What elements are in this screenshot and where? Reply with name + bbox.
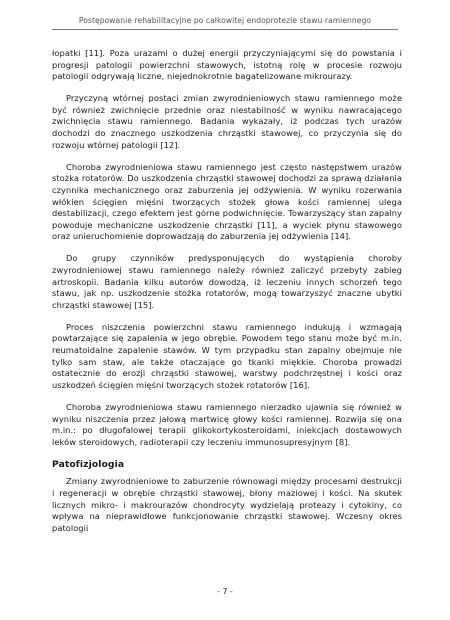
body-paragraph-6: Choroba zwyrodnieniowa stawu ramiennego nierzadko ujawnia się również w wyniku niszczenia przez jałową martwicę głowy kości ramiennej. Rozwija się ona m.in.: po długofalowej terapii glikokortykosteroidami, iniekcjach dostawowych leków steroidowych, radioterapii czy leczeniu immunosupresyjnym [8].	[52, 401, 402, 447]
page-number: - 7 -	[217, 587, 233, 596]
running-header	[0, 0, 450, 32]
running-header-title: Postępowanie rehabilitacyjne po całkowitej endoprotezie stawu ramiennego	[78, 16, 372, 25]
body-paragraph-3: Choroba zwyrodnieniowa stawu ramiennego jest często następstwem urazów stożka rotatorów. Do uszkodzenia chrząstki stawowej dochodzi za sprawą działania czynnika mechanicznego oraz zaburzenia jej odżywienia. W wyniku rozerwania włókien ścięgien mięśni tworzących stożek głowa kości ramiennej ulega destabilizacji, czego efektem jest górne podwichnięcie. Towarzyszący stan zapalny powoduje mechaniczne uszkodzenie chrząstki [11], a wyciek płynu stawowego oraz unieruchomienie doprowadzają do zaburzenia jej odżywienia [14].	[52, 161, 402, 242]
body-paragraph-2: Przyczyną wtórnej postaci zmian zwyrodnieniowych stawu ramiennego może być również zwichnięcie przednie oraz niestabilność w wyniku nawracającego zwichnięcia stawu ramiennego. Badania wykazały, iż podczas tych urazów dochodzi do znacznego uszkodzenia chrząstki stawowej, co przyczynia się do rozwoju wtórnej patologii [12].	[52, 93, 402, 150]
page-body	[52, 48, 402, 545]
section-heading: Patofizjologia	[52, 459, 125, 471]
body-paragraph-1: łopatki [11]. Poza urazami o dużej energii przyczyniającymi się do powstania i progresji patologii powierzchni stawowych, istotną rolę w procesie rozwoju patologii odgrywają liczne, niejednokrotnie bagatelizowane mikrourazy.	[52, 48, 402, 82]
header-divider	[52, 29, 398, 30]
section-paragraph: Zmiany zwyrodnieniowe to zaburzenie równowagi między procesami destrukcji i regeneracji w obrębie chrząstki stawowej, błony maziowej i kości. Na skutek licznych mikro- i makrourazów chondrocyty wydzielają proteazy i cytokiny, co wpływa na nieprawidłowe funkcjonowanie chrząstki stawowej. Wczesny okres patologii	[52, 476, 402, 533]
body-paragraph-5: Proces niszczenia powierzchni stawu ramiennego indukują i wzmagają powtarzające się zapalenia w jego obrębie. Powodem tego stanu może być m.in. reumatoidalne zapalenie stawów. W tym przypadku stan zapalny obejmuje nie tylko sam staw, ale także otaczające go tkanki miękkie. Choroba prowadzi ostatecznie do erozji chrząstki stawowej, warstwy podchrzęstnej i kości oraz uszkodzeń ścięgien mięśni tworzących stożek rotatorów [16].	[52, 321, 402, 390]
body-paragraph-4: Do grupy czynników predysponujących do wystąpienia choroby zwyrodnieniowej stawu ramiennego należy również zaliczyć przebyty zabieg artroskopii. Badania kilku autorów dowodzą, iż leczeniu innych schorzeń tego stawu, jak np. uszkodzenie stożka rotatorów, mogą towarzyszyć znaczne ubytki chrząstki stawowej [15].	[52, 253, 402, 310]
